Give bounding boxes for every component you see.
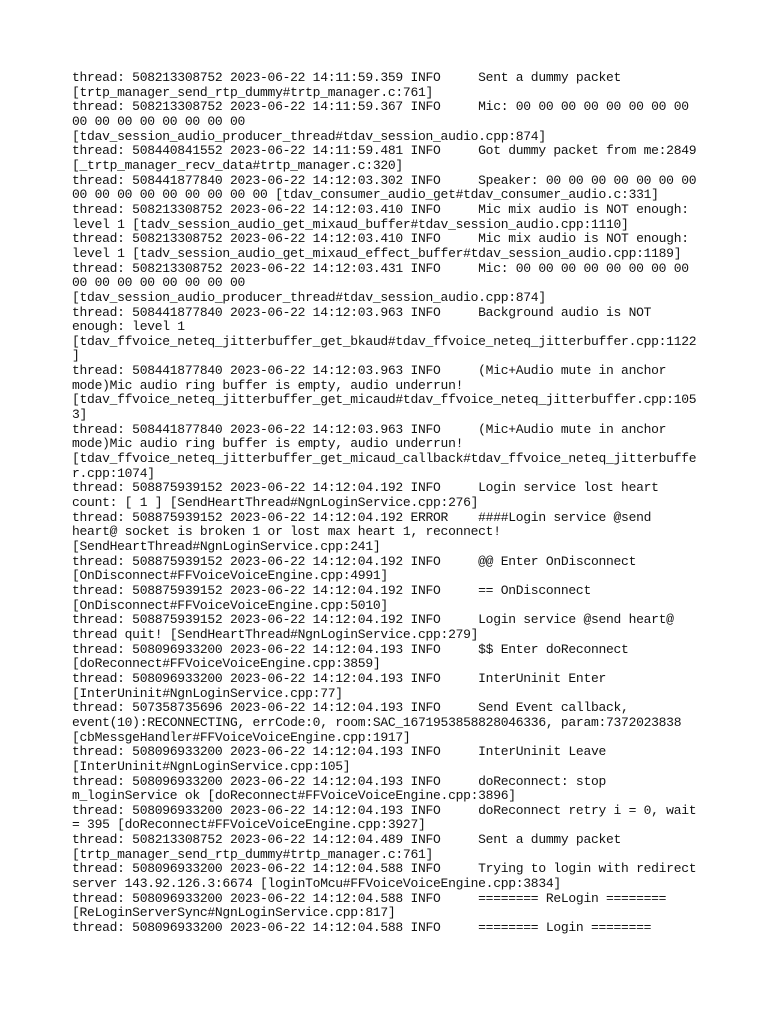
- log-line: [ReLoginServerSync#NgnLoginService.cpp:817]: [72, 905, 396, 921]
- log-line: thread: 508096933200 2023-06-22 14:12:04.193 INFO doReconnect retry i = 0, wait: [72, 802, 697, 818]
- log-line: [cbMessgeHandler#FFVoiceVoiceEngine.cpp:1917]: [72, 729, 411, 745]
- log-line: mode)Mic audio ring buffer is empty, audio underrun!: [72, 377, 464, 393]
- log-line: thread: 508213308752 2023-06-22 14:12:03.410 INFO Mic mix audio is NOT enough:: [72, 231, 689, 247]
- log-page: [72, 71, 712, 936]
- log-line: heart@ socket is broken 1 or lost max heart 1, reconnect!: [72, 524, 501, 540]
- log-line: [doReconnect#FFVoiceVoiceEngine.cpp:3859]: [72, 656, 381, 672]
- log-line: thread: 508213308752 2023-06-22 14:12:03.410 INFO Mic mix audio is NOT enough:: [72, 201, 689, 217]
- log-line: thread: 508213308752 2023-06-22 14:11:59.367 INFO Mic: 00 00 00 00 00 00 00 00: [72, 99, 689, 115]
- log-line: level 1 [tadv_session_audio_get_mixaud_buffer#tdav_session_audio.cpp:1110]: [72, 216, 629, 232]
- log-line: thread: 507358735696 2023-06-22 14:12:04.193 INFO Send Event callback,: [72, 700, 629, 716]
- log-line: [trtp_manager_send_rtp_dummy#trtp_manager.c:761]: [72, 846, 434, 862]
- log-line: 00 00 00 00 00 00 00 00: [72, 113, 245, 129]
- log-line: thread: 508096933200 2023-06-22 14:12:04.193 INFO $$ Enter doReconnect: [72, 641, 629, 657]
- log-line: 00 00 00 00 00 00 00 00: [72, 275, 245, 291]
- log-line: [SendHeartThread#NgnLoginService.cpp:241]: [72, 539, 381, 554]
- log-line: = 395 [doReconnect#FFVoiceVoiceEngine.cpp:3927]: [72, 817, 426, 833]
- log-line: mode)Mic audio ring buffer is empty, audio underrun!: [72, 436, 464, 452]
- log-line: thread: 508096933200 2023-06-22 14:12:04.588 INFO ======== Login ========: [72, 920, 652, 936]
- log-line: [InterUninit#NgnLoginService.cpp:77]: [72, 685, 343, 701]
- log-line: [tdav_ffvoice_neteq_jitterbuffer_get_micaud#tdav_ffvoice_neteq_jitterbuffer.cpp:105: [72, 392, 697, 408]
- log-line: [tdav_ffvoice_neteq_jitterbuffer_get_micaud_callback#tdav_ffvoice_neteq_jitterbuffe: [72, 451, 697, 467]
- log-line: thread: 508875939152 2023-06-22 14:12:04.192 INFO Login service @send heart@: [72, 612, 674, 628]
- log-line: event(10):RECONNECTING, errCode:0, room:SAC_1671953858828046336, param:7372023838: [72, 714, 682, 730]
- log-line: thread: 508875939152 2023-06-22 14:12:04.192 INFO @@ Enter OnDisconnect: [72, 553, 637, 569]
- log-line: thread: 508096933200 2023-06-22 14:12:04.588 INFO ======== ReLogin ========: [72, 890, 667, 906]
- log-line: thread: 508096933200 2023-06-22 14:12:04.193 INFO InterUninit Leave: [72, 744, 607, 760]
- log-line: thread: 508875939152 2023-06-22 14:12:04.192 INFO == OnDisconnect: [72, 582, 591, 598]
- log-line: 3]: [72, 407, 88, 423]
- log-line: [OnDisconnect#FFVoiceVoiceEngine.cpp:5010]: [72, 597, 388, 613]
- log-line: thread: 508096933200 2023-06-22 14:12:04.193 INFO doReconnect: stop: [72, 773, 607, 789]
- log-line: [trtp_manager_send_rtp_dummy#trtp_manager.c:761]: [72, 84, 434, 100]
- log-line: count: [ 1 ] [SendHeartThread#NgnLoginService.cpp:276]: [72, 495, 479, 511]
- log-line: thread: 508213308752 2023-06-22 14:12:04.489 INFO Sent a dummy packet: [72, 832, 622, 848]
- log-line: thread: 508213308752 2023-06-22 14:12:03.431 INFO Mic: 00 00 00 00 00 00 00 00: [72, 260, 689, 276]
- log-line: thread quit! [SendHeartThread#NgnLoginService.cpp:279]: [72, 626, 479, 642]
- log-line: thread: 508875939152 2023-06-22 14:12:04.192 INFO Login service lost heart: [72, 480, 659, 496]
- log-line: [tdav_ffvoice_neteq_jitterbuffer_get_bkaud#tdav_ffvoice_neteq_jitterbuffer.cpp:1122: [72, 333, 697, 349]
- log-line: enough: level 1: [72, 319, 185, 335]
- log-line: [_trtp_manager_recv_data#trtp_manager.c:320]: [72, 157, 403, 173]
- log-line: thread: 508875939152 2023-06-22 14:12:04.192 ERROR ####Login service @send: [72, 509, 652, 525]
- log-line: [tdav_session_audio_producer_thread#tdav_session_audio.cpp:874]: [72, 128, 546, 144]
- log-line: thread: 508096933200 2023-06-22 14:12:04.193 INFO InterUninit Enter: [72, 670, 607, 686]
- log-line: [InterUninit#NgnLoginService.cpp:105]: [72, 758, 351, 774]
- log-line: m_loginService ok [doReconnect#FFVoiceVoiceEngine.cpp:3896]: [72, 788, 516, 804]
- log-line: thread: 508096933200 2023-06-22 14:12:04.588 INFO Trying to login with redirect: [72, 861, 697, 877]
- log-line: [OnDisconnect#FFVoiceVoiceEngine.cpp:4991]: [72, 568, 388, 584]
- log-line: thread: 508440841552 2023-06-22 14:11:59.481 INFO Got dummy packet from me:2849: [72, 143, 697, 159]
- log-line: thread: 508441877840 2023-06-22 14:12:03.963 INFO (Mic+Audio mute in anchor: [72, 421, 667, 437]
- log-line: [tdav_session_audio_producer_thread#tdav_session_audio.cpp:874]: [72, 289, 546, 305]
- log-line: r.cpp:1074]: [72, 465, 155, 481]
- log-line: 00 00 00 00 00 00 00 00 00 [tdav_consumer_audio_get#tdav_consumer_audio.c:331]: [72, 187, 659, 203]
- log-line: thread: 508441877840 2023-06-22 14:12:03.963 INFO Background audio is NOT: [72, 304, 652, 320]
- log-line: thread: 508441877840 2023-06-22 14:12:03.963 INFO (Mic+Audio mute in anchor: [72, 363, 667, 379]
- log-line: thread: 508213308752 2023-06-22 14:11:59.359 INFO Sent a dummy packet: [72, 70, 622, 85]
- log-line: ]: [72, 348, 80, 364]
- log-line: server 143.92.126.3:6674 [loginToMcu#FFVoiceVoiceEngine.cpp:3834]: [72, 876, 561, 892]
- log-line: thread: 508441877840 2023-06-22 14:12:03.302 INFO Speaker: 00 00 00 00 00 00 00: [72, 172, 697, 188]
- log-line: level 1 [tadv_session_audio_get_mixaud_effect_buffer#tdav_session_audio.cpp:1189]: [72, 245, 682, 261]
